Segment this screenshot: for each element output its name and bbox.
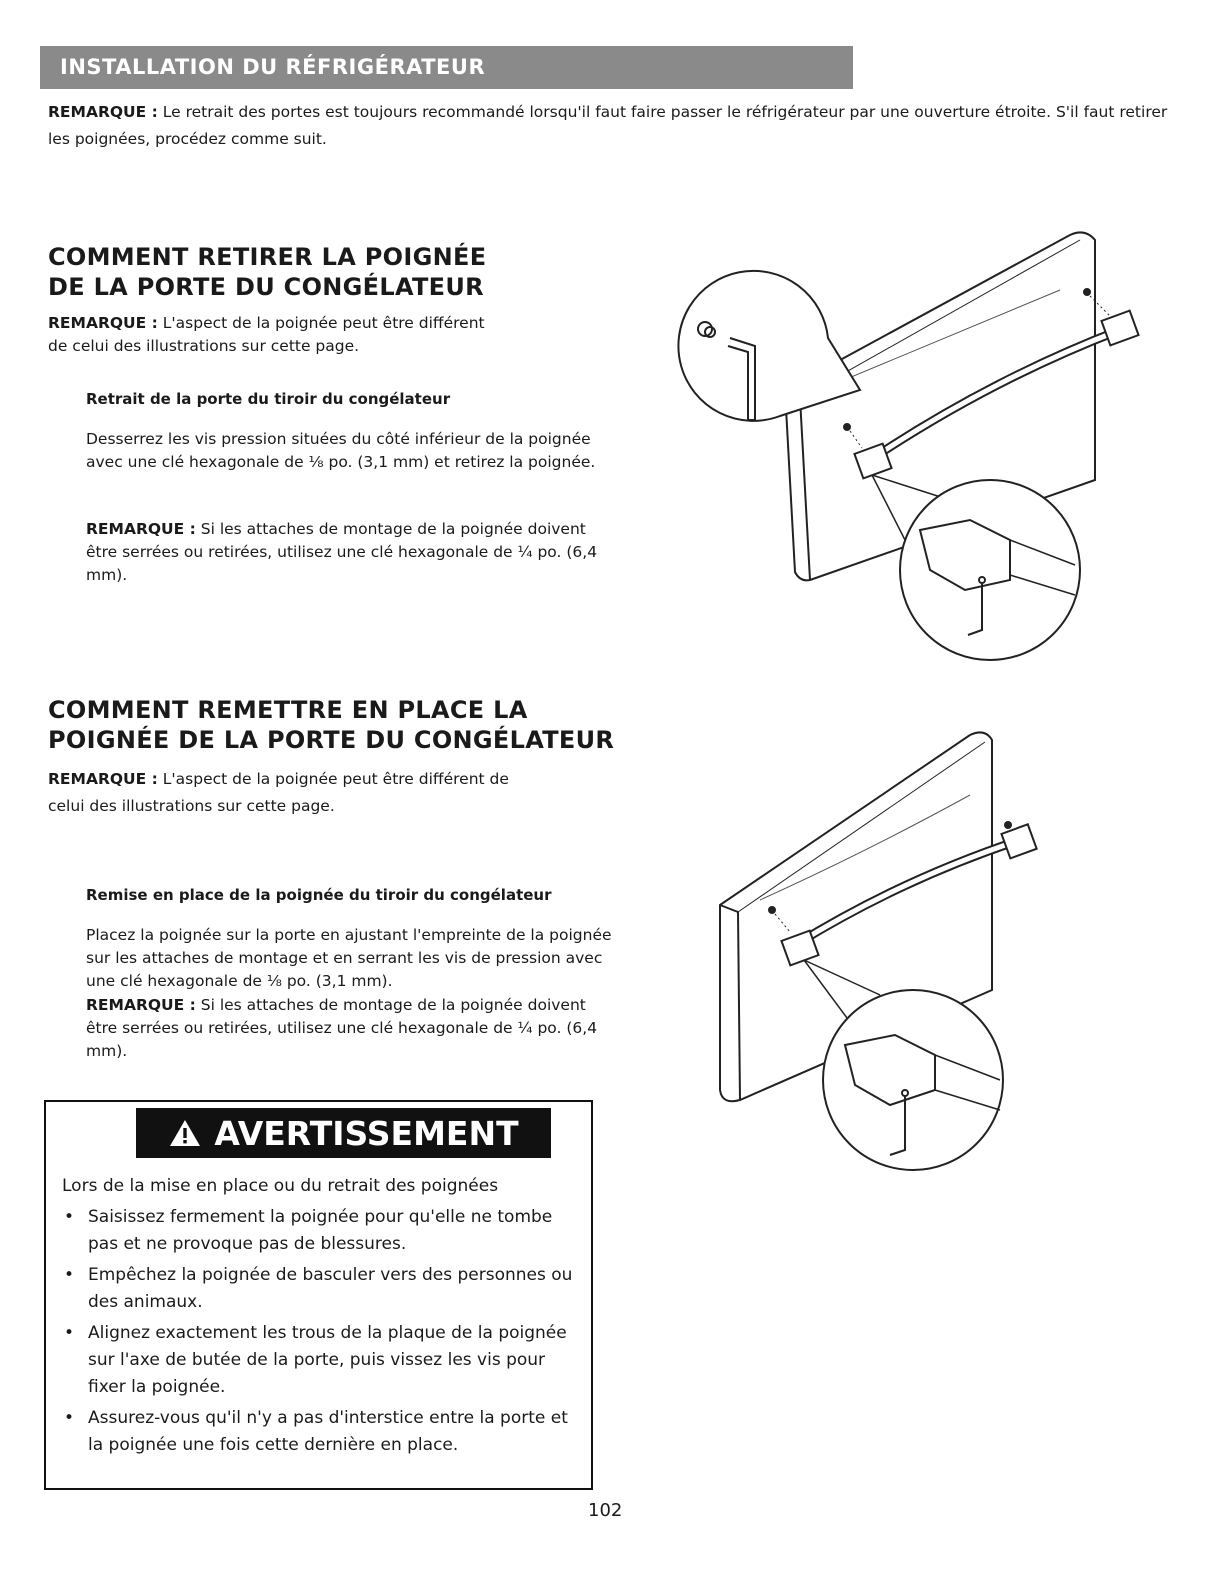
section2-subheading: Remise en place de la poignée du tiroir du congélateur bbox=[86, 886, 552, 904]
section1-heading-line1: COMMENT RETIRER LA POIGNÉE bbox=[48, 243, 487, 271]
intro-note-text: Le retrait des portes est toujours recommandé lorsqu'il faut faire passer le réfrigérateur par une ouverture étroite. S'il faut retirer les poignées, procédez comme suit. bbox=[48, 103, 1168, 148]
section2-note-label: REMARQUE : bbox=[48, 770, 158, 788]
section1-note2-label: REMARQUE : bbox=[86, 520, 196, 538]
intro-note bbox=[48, 99, 1168, 153]
warning-item: • Alignez exactement les trous de la plaque de la poignée sur l'axe de butée de la porte, puis vissez les vis pour fixer la poignée. bbox=[64, 1323, 567, 1397]
handle-installation-illustration bbox=[700, 660, 1100, 1180]
section2-heading-line2: POIGNÉE DE LA PORTE DU CONGÉLATEUR bbox=[48, 726, 615, 754]
warning-lead: Lors de la mise en place ou du retrait des poignées bbox=[62, 1176, 499, 1196]
section2-note-line1 bbox=[48, 770, 509, 788]
section2-heading-line1: COMMENT REMETTRE EN PLACE LA bbox=[48, 696, 528, 724]
section1-instruction: Desserrez les vis pression situées du côté inférieur de la poignée avec une clé hexagonale de ⅛ po. (3,1 mm) et retirez la poignée. bbox=[86, 430, 596, 471]
warning-box bbox=[44, 1100, 593, 1490]
warning-item-text: Empêchez la poignée de basculer vers des personnes ou des animaux. bbox=[88, 1265, 573, 1312]
section2-note2-label: REMARQUE : bbox=[86, 996, 196, 1014]
warning-header bbox=[136, 1108, 551, 1158]
section1-note-label: REMARQUE : bbox=[48, 314, 158, 332]
warning-item: • Saisissez fermement la poignée pour qu'elle ne tombe pas et ne provoque pas de blessures. bbox=[64, 1207, 553, 1254]
screw-icon-2 bbox=[769, 822, 1011, 932]
page-number: 102 bbox=[588, 1500, 623, 1521]
section2-note-text-1: L'aspect de la poignée peut être différent de bbox=[162, 770, 509, 788]
section2-note-line2: celui des illustrations sur cette page. bbox=[48, 797, 335, 815]
section2-instruction: Placez la poignée sur la porte en ajustant l'empreinte de la poignée sur les attaches de montage et en serrant les vis de pression avec une clé hexagonale de ⅛ po. (3,1 mm). bbox=[86, 926, 612, 990]
screw-icon bbox=[844, 289, 1110, 448]
section1-heading-line2: DE LA PORTE DU CONGÉLATEUR bbox=[48, 273, 484, 301]
handle-removal-illustration bbox=[640, 220, 1200, 690]
warning-title: AVERTISSEMENT bbox=[214, 1113, 519, 1153]
warning-item-text: Saisissez fermement la poignée pour qu'elle ne tombe pas et ne provoque pas de blessures. bbox=[88, 1207, 553, 1254]
warning-item: • Empêchez la poignée de basculer vers des personnes ou des animaux. bbox=[64, 1265, 573, 1312]
warning-item-text: Assurez-vous qu'il n'y a pas d'interstice entre la porte et la poignée une fois cette dernière en place. bbox=[88, 1408, 568, 1455]
section1-note-line2: de celui des illustrations sur cette page. bbox=[48, 337, 360, 355]
section1-note-text-1: L'aspect de la poignée peut être différent bbox=[162, 314, 485, 332]
section1-note2-text: Si les attaches de montage de la poignée doivent être serrées ou retirées, utilisez une clé hexagonale de ¼ po. (6,4 mm). bbox=[86, 520, 598, 584]
section1-note2 bbox=[86, 518, 606, 587]
section1-note-line1 bbox=[48, 314, 485, 332]
section2-note2-text: Si les attaches de montage de la poignée doivent être serrées ou retirées, utilisez une clé hexagonale de ¼ po. (6,4 mm). bbox=[86, 996, 598, 1060]
warning-triangle-icon bbox=[168, 1118, 202, 1148]
section2-note2 bbox=[86, 994, 606, 1063]
section-banner: INSTALLATION DU RÉFRIGÉRATEUR bbox=[40, 46, 853, 89]
warning-item-text: Alignez exactement les trous de la plaque de la poignée sur l'axe de butée de la porte, puis vissez les vis pour fixer la poignée. bbox=[88, 1323, 567, 1397]
warning-item: • Assurez-vous qu'il n'y a pas d'interstice entre la porte et la poignée une fois cette dernière en place. bbox=[64, 1408, 568, 1455]
warning-list bbox=[64, 1204, 584, 1463]
intro-note-label: REMARQUE : bbox=[48, 103, 158, 121]
section1-subheading: Retrait de la porte du tiroir du congélateur bbox=[86, 390, 451, 408]
